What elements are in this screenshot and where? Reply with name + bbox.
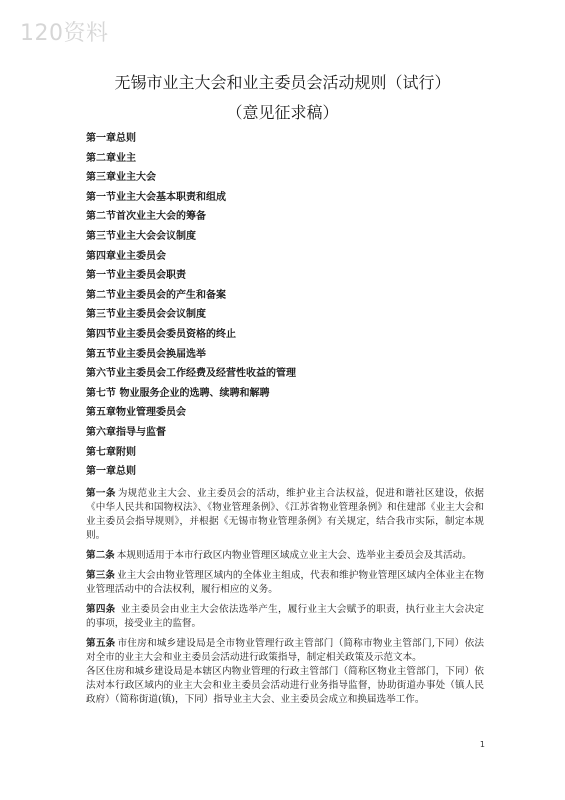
toc-item: 第七章附则 [86, 446, 136, 458]
toc-item: 第七节 物业服务企业的选聘、续聘和解聘 [86, 387, 270, 399]
page-number: 1 [479, 740, 485, 749]
toc-item: 第六节业主委员会工作经费及经营性收益的管理 [86, 368, 296, 380]
article-paragraph [86, 637, 484, 665]
toc-item: 第一节业主委员会职责 [86, 270, 186, 282]
watermark: 120资料 [20, 21, 109, 46]
article-text: 市住房和城乡建设局是全市物业管理行政主管部门（简称市物业主管部门,下同）依法对全市的业主大会和业主委员会活动进行政策指导，制定相关政策及示范文本。 [86, 638, 485, 663]
article-paragraph [86, 549, 484, 563]
article-paragraph [86, 569, 484, 597]
article-number: 第四条 [86, 604, 116, 615]
toc-item: 第一章总则 [86, 133, 136, 144]
document-title: 无锡市业主大会和业主委员会活动规则（试行） [114, 73, 451, 92]
toc-item: 第三节业主大会会议制度 [86, 230, 196, 242]
article-paragraph [86, 487, 484, 543]
article-number: 第五条 [86, 638, 116, 649]
article-number: 第一条 [86, 488, 116, 499]
article-text: 本规则适用于本市行政区内物业管理区域成立业主大会、选举业主委员会及其活动。 [116, 550, 472, 561]
document-subtitle: （意见征求稿） [226, 103, 339, 122]
section-heading: 第一章总则 [86, 466, 136, 478]
table-of-contents [86, 133, 506, 486]
toc-item: 第二节业主委员会的产生和备案 [86, 289, 226, 301]
toc-item: 第四节业主委员会委员资格的终止 [86, 328, 236, 340]
article-text: 各区住房和城乡建设局是本辖区内物业管理的行政主管部门（简称区物业主管部门，下同）依法对本行政区域内的业主大会和业主委员会活动进行业务指导监督，协助街道办事处（镇人民政府）（简称街道(镇)，下同）指导业主大会、业主委员会成立和换届选举工作。 [86, 666, 484, 705]
articles [86, 487, 484, 713]
toc-item: 第三节业主委员会会议制度 [86, 309, 206, 321]
article-text: 业主大会由物业管理区域内的全体业主组成，代表和维护物业管理区域内全体业主在物业管理活动中的合法权利，履行相应的义务。 [86, 570, 485, 595]
article-number: 第三条 [86, 570, 115, 581]
article-paragraph [86, 603, 484, 631]
toc-item: 第二章业主 [86, 152, 136, 164]
title-block [0, 72, 565, 124]
toc-item: 第五章物业管理委员会 [86, 407, 186, 419]
article-paragraph [86, 665, 484, 707]
toc-item: 第二节首次业主大会的筹备 [86, 211, 206, 223]
toc-item: 第四章业主委员会 [86, 250, 166, 262]
article-text: 为规范业主大会、业主委员会的活动，维护业主合法权益，促进和谐社区建设，依据《中华人民共和国物权法》、《物业管理条例》、《江苏省物业管理条例》和住建部《业主大会和业主委员会指导规则》，并根据《无锡市物业管理条例》有关规定，结合我市实际，制定本规则。 [86, 488, 485, 541]
article-text: 业主委员会由业主大会依法选举产生，履行业主大会赋予的职责，执行业主大会决定的事项，接受业主的监督。 [86, 604, 485, 629]
toc-item: 第三章业主大会 [86, 172, 156, 184]
article-number: 第二条 [86, 550, 115, 561]
toc-item: 第六章指导与监督 [86, 426, 166, 438]
toc-item: 第五节业主委员会换届选举 [86, 348, 206, 360]
toc-item: 第一节业主大会基本职责和组成 [86, 191, 226, 203]
